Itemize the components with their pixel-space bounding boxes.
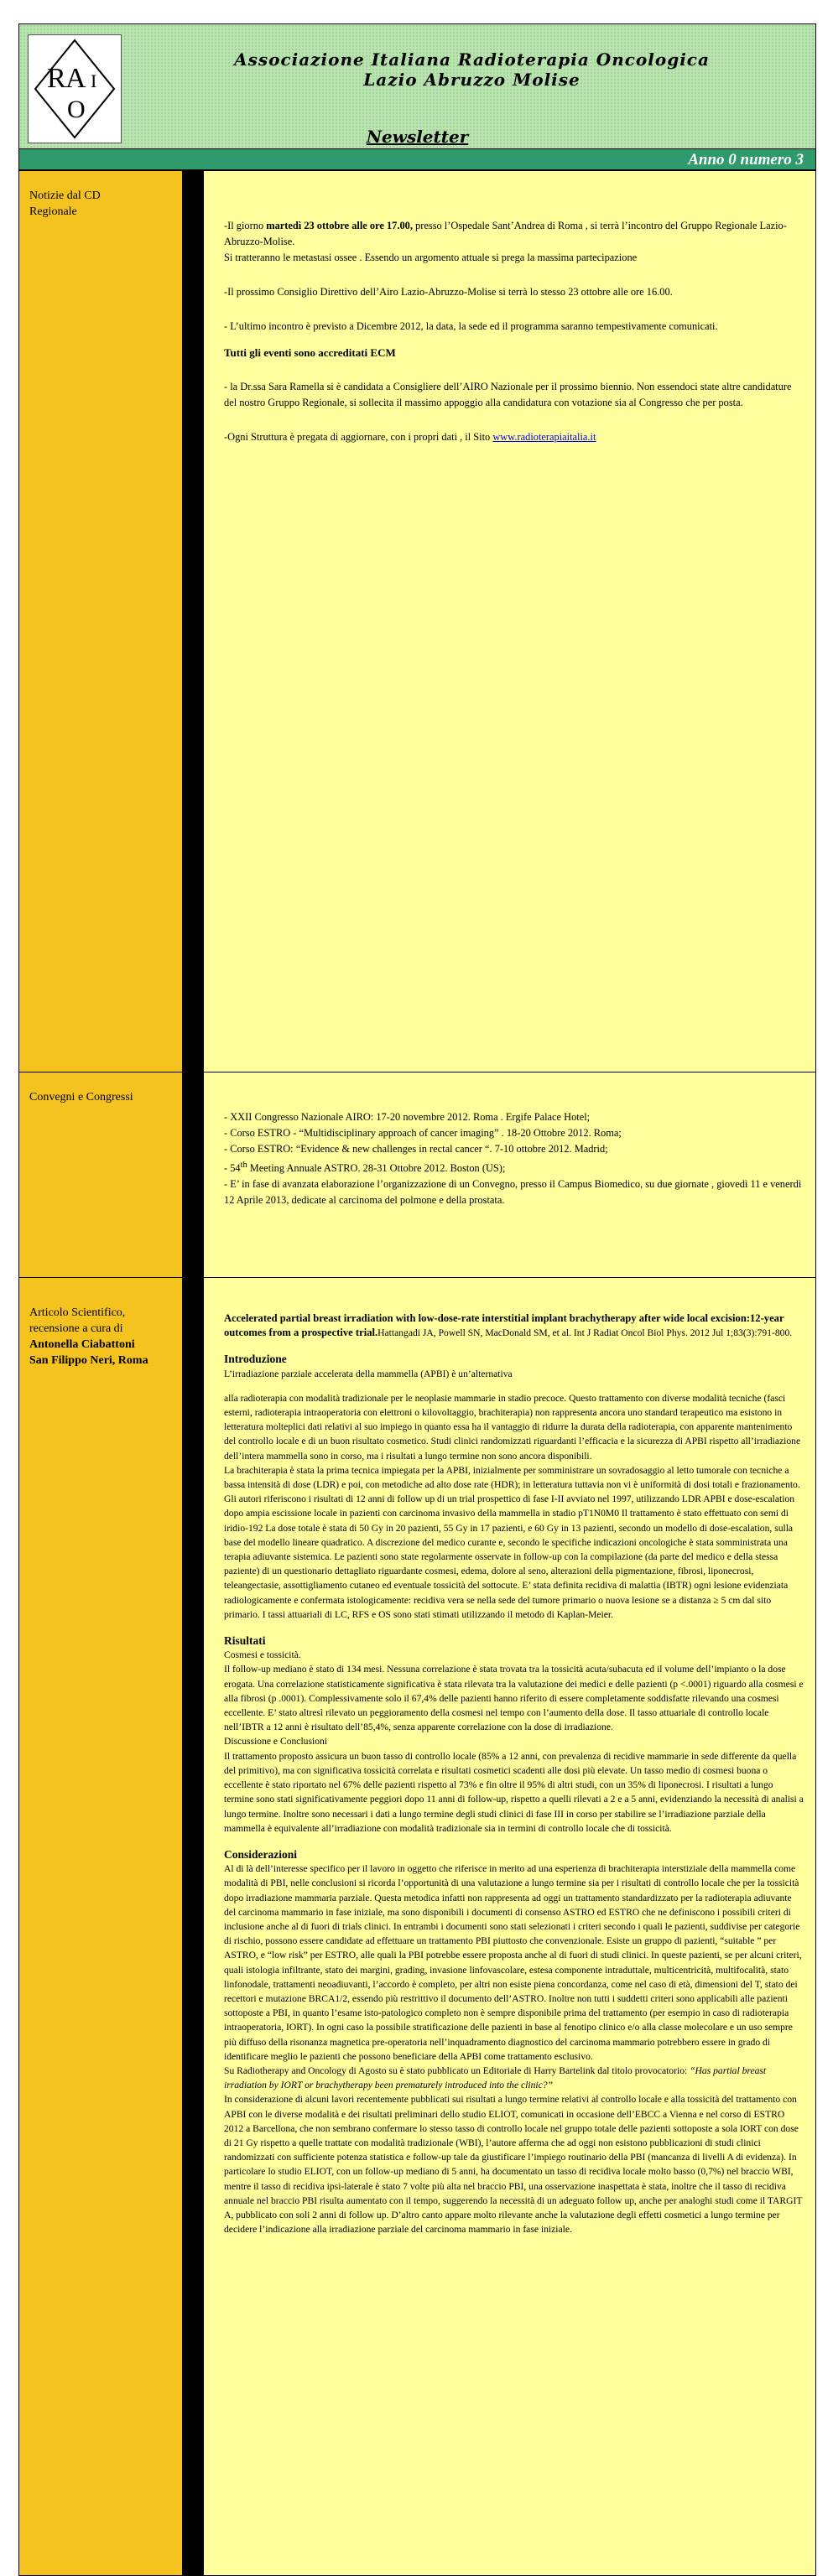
next-meeting-paragraph: - L’ultimo incontro è previsto a Dicembre 2012, la data, la sede ed il programma saranno tempestivamente comunicati.: [224, 320, 718, 332]
section-label: [19, 1072, 182, 1277]
website-paragraph: -Ogni Struttura è pregata di aggiornare, con i propri dati , il Sito www.radioterapiaitalia.it: [224, 431, 596, 443]
congress-item: - Corso ESTRO - “Multidisciplinary approach of cancer imaging” . 18-20 Ottobre 2012. Roma;: [224, 1127, 622, 1139]
label-line: San Filippo Neri, Roma: [29, 1354, 148, 1367]
intro-paragraph: Gli autori riferiscono i risultati di 12 anni di follow up di un trial prospettico di fase I-II avviato nel 1997, utilizzando LDR APBI e dose-escalation dopo ampia escissione locale in pazienti con carcinoma invasivo della mammella in stadio pT1N0M0 Il trattamento è stato effettuato con semi di iridio-192 La dose totale è stata di 50 Gy in 20 pazienti, 55 Gy in 17 pazienti, e 60 Gy in 13 pazienti, secondo un modello di dose-escalation, sulla base del modello lineare quadratico. A discrezione del medico curante e, secondo le specifiche indicazioni oncologiche è stata somministrata una terapia adiuvante sistemica. Le pazienti sono state regolarmente osservate in follow-up con la compilazione (da parte del medico e della stessa paziente) di un questionario dettagliato riguardante cosmesi, edema, dolore al seno, alterazioni della pigmentazione, fibrosi, liponecrosi, teleangectasie, assottigliamento cutaneo ed eventuale tossicità del sottocute. E’ stata definita recidiva di malattia (IBTR) ogni lesione evidenziata radiologicamente e confermata istologicamente: recidiva vera se nella sede del tumore primario o nuova lesione se a distanza ≥ 5 cm dal sito primario. I tassi attuariali di LC, RFS e OS sono stati stimati utilizzando il metodo di Kaplan-Meier.: [224, 1493, 795, 1620]
newsletter-frame: [18, 23, 816, 2576]
website-link[interactable]: www.radioterapiaitalia.it: [492, 431, 596, 443]
association-line-2: Lazio Abruzzo Molise: [363, 70, 580, 90]
results-paragraph: Il follow-up mediano è stato di 134 mesi. Nessuna correlazione è stata trovata tra la tossicità acuta/subacuta ed il volume dell’impianto o la dose erogata. Una correlazione statisticamente significativa è stata rilevata tra la valutazione dei medici e delle pazienti (p <.0001) riguardo alla cosmesi e alla fibrosi (p .0001). Complessivamente solo il 67,4% delle pazienti hanno riferito di essere completamente soddisfatte rilevando una cosmesi eccellente. E’ stato altresì rilevato un peggioramento della cosmesi nel tempo con l’aumento della dose. Il tasso attuariale di controllo locale nell’IBTR a 12 anni è risultato dell’85,4%, senza apparente correlazione con la dose di irradiazione.: [224, 1664, 804, 1733]
section-cd-news: [19, 171, 815, 1072]
results-paragraph: Discussione e Conclusioni: [224, 1736, 328, 1748]
section-convegni: [19, 1072, 815, 1278]
svg-text:A: A: [65, 63, 86, 94]
section-divider: [182, 171, 204, 1072]
congress-item: - E’ in fase di avanzata elaborazione l’organizzazione di un Convegno, presso il Campus Biomedico, su due giornate , giovedì 11 e venerdì 12 Aprile 2013, dedicate al carcinoma del polmone e della prostata.: [224, 1178, 802, 1207]
section-label: [19, 171, 182, 1072]
results-paragraph: Il trattamento proposto assicura un buon tasso di controllo locale (85% a 12 anni, con prevalenza di recidive mammarie in sede differente da quella del primitivo), ma con significativa tossicità correlata e risultati cosmetici scadenti alle dosi più elevate. Un tasso medio di cosmesi buona o eccellente è stato riportato nel 67% delle pazienti rispetto al 73% e fin oltre il 95% di altri studi, con un 35% di liponecrosi. I risultati a lungo termine sono stati significativamente peggiori dopo 11 anni di follow-up, rispetto a quelli rilevati a 2 e a 5 anni, evidenziando la necessità di analisi a lungo termine. Inoltre sono necessari i dati a lungo termine degli studi clinici di fase III in corso per stabilire se l’irradiazione parziale della mammella è equivalente all’irradiazione con modalità tradizionale sia in termini di controllo locale che di tossicità.: [224, 1750, 804, 1834]
article-citation: Hattangadi JA, Powell SN, MacDonald SM, et al. Int J Radiat Oncol Biol Phys. 2012 Jul 1;83(3):791-800.: [377, 1327, 793, 1339]
svg-text:I: I: [91, 70, 97, 91]
newsletter-header: [19, 24, 815, 149]
label-line: Articolo Scientifico,: [29, 1306, 126, 1319]
candidate-paragraph: - la Dr.ssa Sara Ramella si è candidata a Consigliere dell’AIRO Nazionale per il prossimo biennio. Non essendoci state altre candidature del nostro Gruppo Regionale, si sollecita il massimo appoggio alla candidatura con votazione sia al Congresso che per posta.: [224, 381, 792, 408]
heading-risultati: Risultati: [224, 1634, 266, 1648]
association-name: [137, 49, 807, 90]
svg-text:O: O: [67, 96, 86, 123]
issue-number: Anno 0 numero 3: [19, 149, 815, 171]
section-divider: [182, 1072, 204, 1277]
congress-item: - XXII Congresso Nazionale AIRO: 17-20 novembre 2012. Roma . Ergife Palace Hotel;: [224, 1111, 591, 1123]
section-label: [19, 1278, 182, 2576]
section-body: [204, 1072, 815, 1277]
congress-item: - Corso ESTRO: “Evidence & new challenges in rectal cancer “. 7-10 ottobre 2012. Madrid;: [224, 1143, 608, 1155]
section-divider: [182, 1278, 204, 2576]
heading-considerazioni: Considerazioni: [224, 1847, 298, 1861]
association-line-1: Associazione Italiana Radioterapia Oncologica: [234, 49, 710, 70]
label-line: Notizie dal CD: [29, 190, 101, 202]
intro-paragraph: L’irradiazione parziale accelerata della mammella (APBI) è un’alternativa: [224, 1368, 513, 1379]
newsletter-title: Newsletter: [366, 127, 469, 147]
ecm-note: Tutti gli eventi sono accreditati ECM: [224, 346, 396, 359]
considerations-paragraph: Al di là dell’interesse specifico per il lavoro in oggetto che riferisce in merito ad una esperienza di brachiterapia interstiziale della mammella come modalità di PBI, nelle conclusioni si ricorda l’opportunità di una valutazione a lungo termine sia per i risultati di controllo locale che per la tossicità dopo irradiazione mammaria parziale. Questa metodica infatti non rappresenta ad oggi un trattamento standardizzato per la radioterapia adiuvante del carcinoma mammario in fase iniziale, ma sono disponibili i documenti di consenso ASTRO ed ESTRO che ne definiscono i possibili criteri di inclusione anche al di fuori di trials clinici. In entrambi i documenti sono stati selezionati i criteri secondo i quali le pazienti, suddivise per categorie di rischio, possono essere candidate ad effettuare un trattamento PBI piuttosto che convenzionale. Esiste un gruppo di pazienti, “suitable ” per ASTRO, e “low risk” per ESTRO, alle quali la PBI potrebbe essere proposta anche al di fuori di studi clinici. In queste pazienti, se per alcuni criteri, quali istologia infiltrante, stato dei margini, grading, invasione linfovascolare, estesa componente intraduttale, multicentricità, multifocalità, stato linfonodale, trattamenti neoadiuvanti, l’accordo è completo, per altri non esiste piena concordanza, come nel caso di età, dimensioni del T, stato dei recettori e mutazione BRCA1/2, essendo più restrittivo il documento dell’ASTRO. Inoltre non tutti i suddetti criteri sono applicabili alle pazienti sottoposte a PBI, in quanto l’esame isto-patologico completo non è sempre disponibile prima del trattamento (per esempio in caso di radioterapia intraoperatoria, IORT). In ogni caso la possibile stratificazione delle pazienti in base al fenotipo clinico e/o alla classe molecolare e un uso sempre più diffuso della risonanza magnetica pre-operatoria nell’inquadramento diagnostico del carcinoma mammario potrebbero essere in grado di identificare meglio le pazienti che possono beneficiare della APBI come trattamento esclusivo.: [224, 1863, 802, 2062]
label-line: Convegni e Congressi: [29, 1091, 133, 1104]
article-reference: [224, 1311, 804, 1340]
heading-introduzione: Introduzione: [224, 1353, 287, 1366]
considerations-paragraph: In considerazione di alcuni lavori recentemente pubblicati sui risultati a lungo termine relativi al controllo locale e alla tossicità del trattamento con APBI con le diverse modalità e dei risultati preliminari dello studio ELIOT, comunicati in occasione dell’EBCC a Vienna e nel corso di ESTRO 2012 a Barcellona, che non sembrano confermare lo stesso tasso di controllo locale nel gruppo totale delle pazienti sottoposte a sola IORT con dose di 21 Gy rispetto a quelle trattate con modalità tradizionale (WBI), l’autore afferma che ad oggi non esistono pubblicazioni di studi clinici randomizzati con sufficiente potenza statistica e follow-up tale da giustificare l’impiego routinario della PBI (mancanza di livelli A di evidenza). In particolare lo studio ELIOT, con un follow-up mediano di 5 anni, ha documentato un tasso di recidiva locale molto basso (0,7%) nel braccio WBI, mentre il tasso di recidiva ipsi-laterale è stato 7 volte più alta nel braccio PBI, una osservazione inaspettata è stata, inoltre che il tasso di recidiva annuale nel braccio PBI risulta aumentato con il tempo, suggerendo la necessità di un adeguato follow up, anche per analoghi studi come il TARGIT A, pubblicato con soli 2 anni di follow up. D’altro canto appare molto rilevante anche la valutazione degli effetti cosmetici a lungo termine per decidere l’indicazione alla irradiazione parziale del carcinoma mammario in fase iniziale.: [224, 2094, 803, 2236]
section-body: [204, 1278, 815, 2576]
svg-text:R: R: [47, 63, 66, 94]
congress-item: - 54th Meeting Annuale ASTRO. 28-31 Ottobre 2012. Boston (US);: [224, 1161, 506, 1175]
considerations-paragraph: Su Radiotherapy and Oncology di Agosto su è stato pubblicato un Editoriale di Harry Bartelink dal titolo provocatorio: “Has partial breast irradiation by IORT or brachytherapy been prematurely introduced into the clinic?”: [224, 2064, 767, 2091]
article-title: Accelerated partial breast irradiation with low-dose-rate interstitial implant brachytherapy after wide local excision:12-year outcomes from a prospective trial.: [224, 1312, 784, 1339]
intro-paragraph: alla radioterapia con modalità tradizionale per le neoplasie mammarie in stadio precoce. Questo trattamento con diverse modalità tecniche (fasci esterni, radioterapia intraoperatoria con elettroni o kilovoltaggio, brachiterapia) non rappresenta ancora uno standard terapeutico ma esistono in letteratura molteplici dati relativi al suo impiego in quanto essa ha il vantaggio di ridurre la durata della radioterapia, con apparente mantenimento del controllo locale e di un buon risultato cosmetico. Studi clinici randomizzati riguardanti l’efficacia e la sicurezza di APBI rispetto all’irradiazione dell’intera mammella sono in corso, ma i risultati a lungo termine non sono ancora disponibili.: [224, 1392, 801, 1462]
label-line: recensione a cura di: [29, 1322, 123, 1335]
council-paragraph: -Il prossimo Consiglio Direttivo dell’Airo Lazio-Abruzzo-Molise si terrà lo stesso 23 ottobre alle ore 16.00.: [224, 286, 673, 298]
results-paragraph: Cosmesi e tossicità.: [224, 1649, 301, 1661]
label-line: Regionale: [29, 205, 77, 218]
label-line: Antonella Ciabattoni: [29, 1338, 135, 1351]
section-article: [19, 1278, 815, 2576]
intro-paragraph: La brachiterapia è stata la prima tecnica impiegata per la APBI, inizialmente per somministrare un sovradosaggio al letto tumorale con tecniche a bassa intensità di dose (LDR) e poi, con metodiche ad alto dose rate (HDR); in letteratura tuttavia non vi è uniformità di dosi totali e frazionamento.: [224, 1464, 800, 1491]
meeting-paragraph: -Il giorno martedì 23 ottobre alle ore 17.00, presso l’Ospedale Sant’Andrea di Roma , si terrà l’incontro del Gruppo Regionale Lazio-Abruzzo-Molise. Si tratteranno le metastasi ossee . Essendo un argomento attuale si prega la massima partecipazione: [224, 220, 787, 263]
section-body: [204, 171, 815, 1072]
